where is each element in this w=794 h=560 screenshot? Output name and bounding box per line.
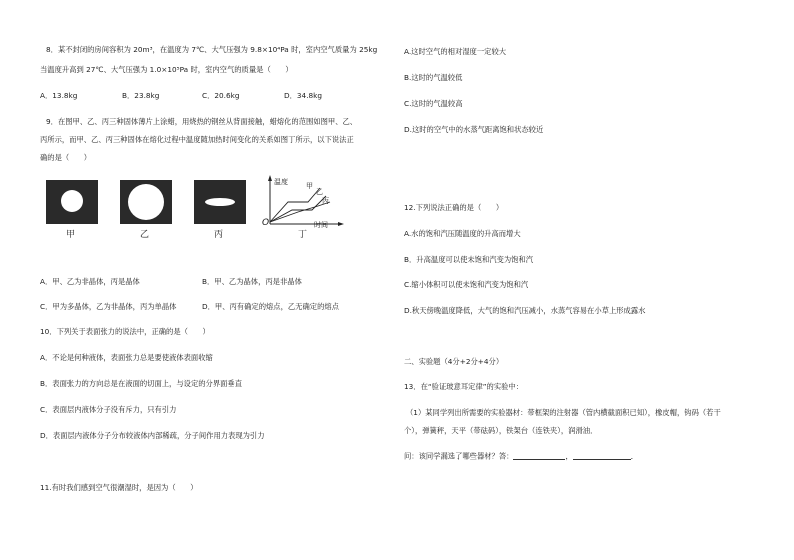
q10-option-c: C．表面层内液体分子没有斥力，只有引力 <box>40 405 177 414</box>
q9-option-c: C．甲为多晶体，乙为非晶体，丙为单晶体 <box>40 302 177 311</box>
figure-bing-caption: 丙 <box>214 230 224 240</box>
q13-answer-prefix: 问：该同学漏选了哪些器材？答： <box>404 451 514 461</box>
graph-curve-label-bing: 丙 <box>322 197 329 205</box>
q9-stem-line3: 确的是（ ） <box>40 153 92 162</box>
figure-jia-plate <box>46 180 98 224</box>
q8-stem-line1: 8．某不封闭的房间容积为 20m³，在温度为 7℃、大气压强为 9.8×10⁴Pa 时，室内空气质量为 25kg <box>46 45 378 54</box>
q8-option-c: C．20.6kg <box>202 91 240 100</box>
figure-bing-melt-ellipse <box>205 198 235 206</box>
q8-stem-line2: 当温度升高到 27℃、大气压强为 1.0×10⁵Pa 时，室内空气的质量是（ ） <box>40 65 293 74</box>
q13-part1-line2: 个），弹簧秤，天平（带砝码），铁架台（连铁夹），润滑油． <box>404 426 598 435</box>
q13-answer-line <box>404 452 638 460</box>
q11-stem: 11.有时我们感到空气很潮湿时，是因为（ ） <box>40 483 198 492</box>
q9-option-b: B．甲、乙为晶体，丙是非晶体 <box>202 277 302 286</box>
graph-xlabel: 时间 <box>314 221 328 229</box>
q10-option-a: A．不论是何种液体，表面张力总是要使液体表面收缩 <box>40 353 213 362</box>
figure-yi-melt-circle <box>128 184 164 220</box>
q13-answer-separator: ， <box>565 451 573 461</box>
graph-origin: O <box>262 218 270 228</box>
figure-yi-plate <box>120 180 172 224</box>
q8-option-b: B．23.8kg <box>122 91 160 100</box>
section2-title: 二、实验题（4分+2分+4分） <box>404 357 504 366</box>
graph-y-arrow <box>268 175 272 181</box>
graph-curve-label-jia: 甲 <box>306 182 313 190</box>
q9-option-a: A．甲、乙为非晶体，丙是晶体 <box>40 277 140 286</box>
q12-option-b: B．升高温度可以使未饱和汽变为饱和汽 <box>404 255 534 264</box>
figure-bing-plate <box>194 180 246 224</box>
q10-stem: 10．下列关于表面张力的说法中，正确的是（ ） <box>40 327 210 336</box>
q8-option-d: D．34.8kg <box>284 91 323 100</box>
q10-option-d: D．表面层内液体分子分布较液体内部稀疏，分子间作用力表现为引力 <box>40 431 265 440</box>
q9-stem-line2: 丙所示，而甲、乙、丙三种固体在熔化过程中温度随加热时间变化的关系如图丁所示，以下说法正 <box>40 135 354 144</box>
q10-option-b: B．表面张力的方向总是在液面的切面上，与设定的分界面垂直 <box>40 379 243 388</box>
figure-jia-caption: 甲 <box>66 230 76 240</box>
q8-option-a: A．13.8kg <box>40 91 78 100</box>
figure-jia-melt-circle <box>61 190 83 212</box>
q9-stem-line1: 9．在图甲、乙、丙三种固体薄片上涂蜡，用烧热的钢丝从背面接触，蜡熔化的范围如图甲、乙、 <box>46 117 358 126</box>
q12-option-a: A.水的饱和汽压随温度的升高而增大 <box>404 229 521 238</box>
graph-x-arrow <box>338 222 344 226</box>
q12-stem: 12.下列说法正确的是（ ） <box>404 203 504 212</box>
q11-option-b: B.这时的气温较低 <box>404 73 463 82</box>
graph-ylabel: 温度 <box>274 178 288 186</box>
q11-option-d: D.这时的空气中的水蒸气距离饱和状态较近 <box>404 125 544 134</box>
q13-stem: 13．在“验证玻意耳定律”的实验中： <box>404 382 524 391</box>
q9-option-d: D．甲、丙有确定的熔点，乙无确定的熔点 <box>202 302 339 311</box>
curve-jia <box>270 188 320 222</box>
curve-yi <box>270 196 326 222</box>
q13-part1-line1: （1）某同学列出所需要的实验器材：带框架的注射器（管内横截面积已知），橡皮帽，钩码（若干 <box>406 408 721 417</box>
q12-option-d: D.秋天傍晚温度降低，大气的饱和汽压减小，水蒸气容易在小草上形成露水 <box>404 306 646 315</box>
q13-answer-blank-2[interactable] <box>573 452 631 460</box>
q11-option-c: C.这时的气温较高 <box>404 99 463 108</box>
q11-option-a: A.这时空气的相对湿度一定较大 <box>404 47 507 56</box>
figure-yi-caption: 乙 <box>140 230 150 240</box>
q13-answer-end: ． <box>630 451 639 461</box>
q12-option-c: C.缩小体积可以使未饱和汽变为饱和汽 <box>404 280 529 289</box>
figure-ding-caption: 丁 <box>298 230 308 240</box>
q13-answer-blank-1[interactable] <box>513 452 565 460</box>
graph-curve-label-yi: 乙 <box>316 188 323 196</box>
